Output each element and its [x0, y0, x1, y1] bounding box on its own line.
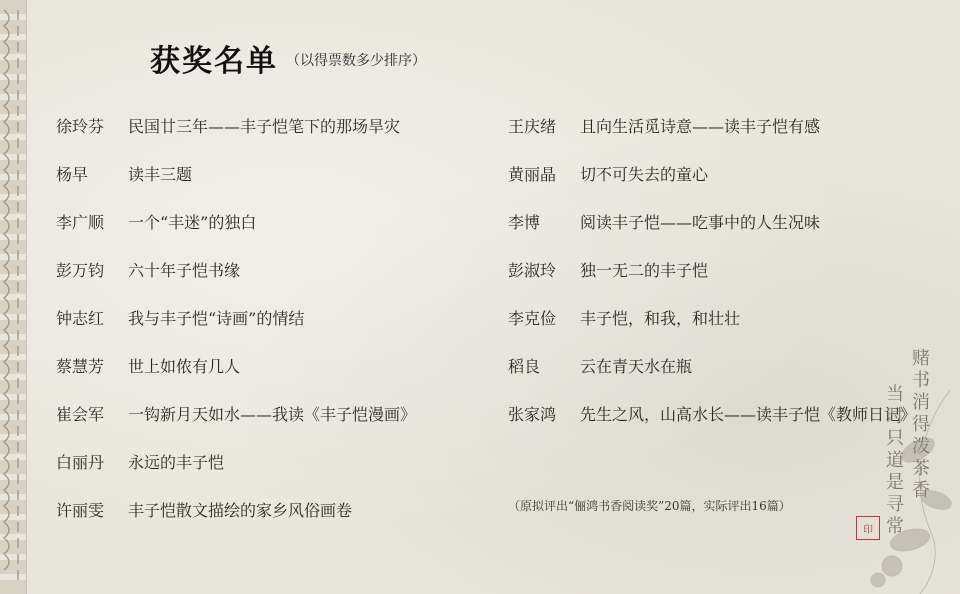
work-title: 切不可失去的童心 — [580, 165, 709, 184]
winner-name: 崔会军 — [56, 405, 105, 424]
work-title: 民国廿三年——丰子恺笔下的那场旱灾 — [128, 117, 401, 136]
winner-name: 李克俭 — [508, 309, 557, 328]
winner-name: 黄丽晶 — [508, 165, 557, 184]
work-title: 六十年子恺书缘 — [128, 261, 241, 280]
winner-name: 王庆绪 — [508, 117, 557, 136]
red-seal: 印 — [856, 516, 880, 540]
winner-name: 白丽丹 — [56, 453, 105, 472]
work-title: 我与丰子恺“诗画”的情结 — [128, 309, 305, 328]
decorative-border — [0, 0, 27, 594]
work-title: 一个“丰迷”的独白 — [128, 213, 257, 232]
work-title: 世上如侬有几人 — [128, 357, 241, 376]
page-title: 获奖名单 — [150, 44, 278, 79]
winner-name: 稻良 — [508, 357, 541, 376]
selection-note: （原拟评出“俪鸿书香阅读奖”20篇，实际评出16篇） — [508, 499, 791, 513]
winner-name: 许丽雯 — [56, 501, 105, 520]
winner-name: 蔡慧芳 — [56, 357, 105, 376]
winner-name: 彭万钧 — [56, 261, 105, 280]
flower-decoration — [840, 390, 960, 594]
winner-name: 钟志红 — [56, 309, 105, 328]
work-title: 读丰三题 — [128, 165, 193, 184]
work-title: 独一无二的丰子恺 — [580, 261, 709, 280]
work-title: 一钩新月天如水——我读《丰子恺漫画》 — [128, 405, 417, 424]
winner-name: 杨早 — [56, 165, 89, 184]
poem-line-1: 赌书消得泼茶香 — [909, 348, 930, 502]
winner-name: 彭淑玲 — [508, 261, 557, 280]
poem-line-2: 当时只道是寻常 — [883, 384, 904, 538]
work-title: 丰子恺，和我，和壮壮 — [580, 309, 741, 328]
winner-name: 徐玲芬 — [56, 117, 105, 136]
work-title: 且向生活觅诗意——读丰子恺有感 — [580, 117, 821, 136]
work-title: 永远的丰子恺 — [128, 453, 225, 472]
work-title: 丰子恺散文描绘的家乡风俗画卷 — [128, 501, 353, 520]
scroll-ornament — [0, 0, 26, 594]
work-title: 云在青天水在瓶 — [580, 357, 693, 376]
work-title: 阅读丰子恺——吃事中的人生况味 — [580, 213, 821, 232]
winner-name: 张家鸿 — [508, 405, 557, 424]
page-subtitle: （以得票数多少排序） — [286, 53, 426, 69]
work-title: 先生之风，山高水长——读丰子恺《教师日记》 — [580, 405, 917, 424]
winner-name: 李博 — [508, 213, 541, 232]
winner-name: 李广顺 — [56, 213, 105, 232]
